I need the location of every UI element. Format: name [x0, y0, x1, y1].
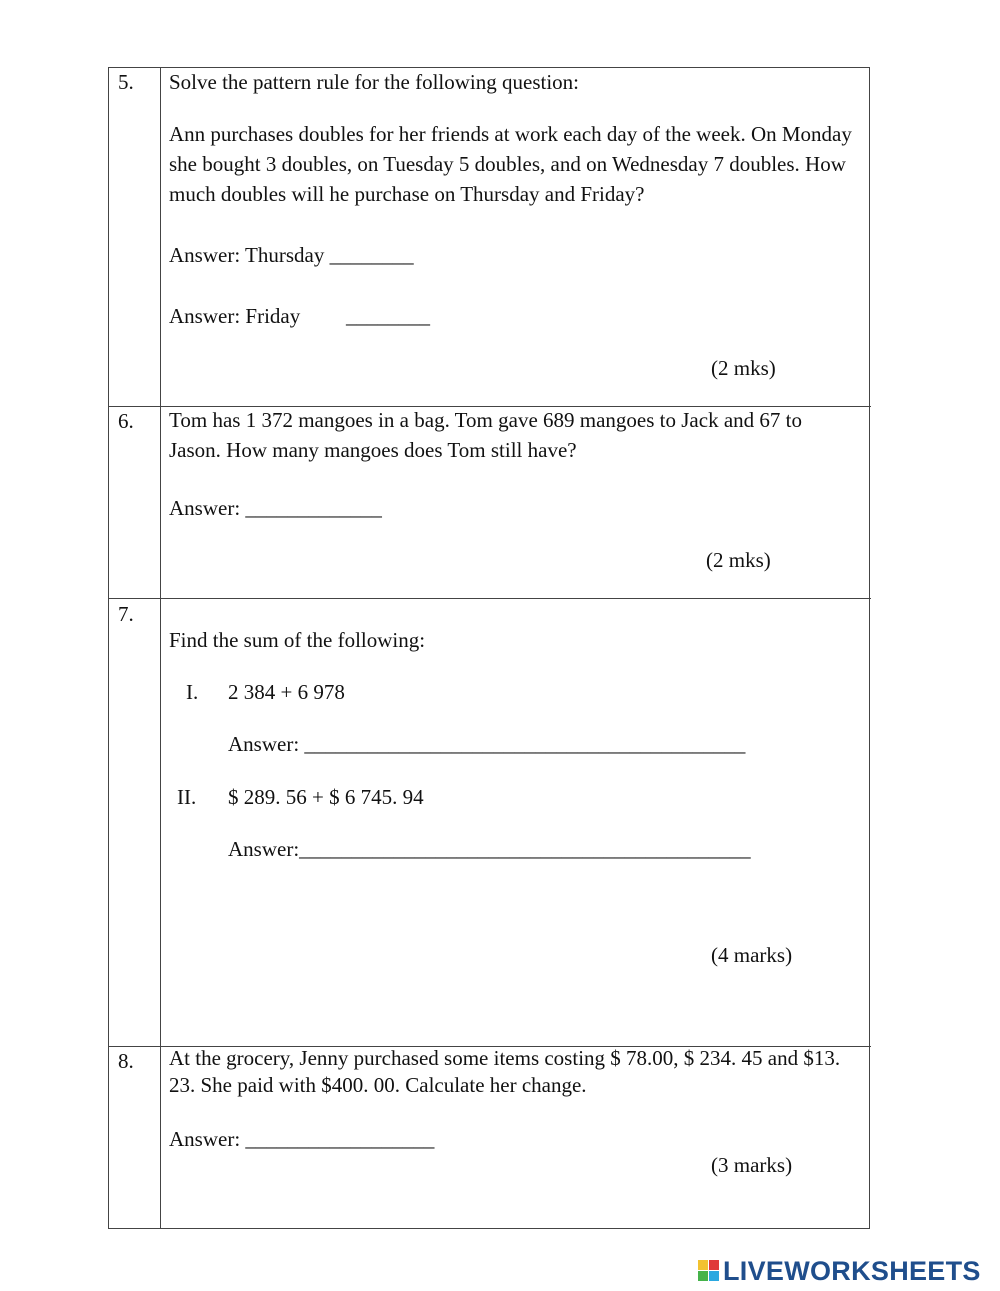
part-expression: $ 289. 56 + $ 6 745. 94: [228, 785, 424, 809]
question-intro: Find the sum of the following:: [169, 628, 426, 652]
part-expression: 2 384 + 6 978: [228, 680, 345, 704]
question-number: 8.: [118, 1049, 134, 1073]
question-number: 5.: [118, 70, 134, 94]
question-text: At the grocery, Jenny purchased some items costing $ 78.00, $ 234. 45 and $13. 23. She paid with $400. 00. Calculate her change.: [169, 1046, 841, 1097]
question-intro: Solve the pattern rule for the following question:: [169, 70, 579, 94]
logo-squares-icon: [698, 1260, 720, 1282]
answer-blank[interactable]: Answer: __________________: [169, 1127, 435, 1151]
part-numeral: I.: [186, 680, 199, 704]
part-numeral: II.: [177, 785, 197, 809]
part-answer-blank[interactable]: Answer:___________________________________________: [228, 837, 751, 861]
brand-name: LIVEWORKSHEETS: [723, 1255, 981, 1286]
question-text: Tom has 1 372 mangoes in a bag. Tom gave 689 mangoes to Jack and 67 to Jason. How many mangoes does Tom still have?: [169, 408, 802, 462]
marks-label: (3 marks): [711, 1153, 793, 1177]
liveworksheets-logo: [698, 1255, 981, 1287]
question-number: 6.: [118, 409, 134, 433]
question-number: 7.: [118, 602, 134, 626]
marks-label: (4 marks): [711, 943, 793, 967]
answer-thursday-blank[interactable]: Answer: Thursday ________: [169, 243, 414, 267]
marks-label: (2 mks): [711, 356, 776, 380]
question-text: Ann purchases doubles for her friends at work each day of the week. On Monday she bought 3 doubles, on Tuesday 5 doubles, and on Wednesday 7 doubles. How much doubles will he purchase on Thursday and Friday?: [169, 122, 852, 206]
row-divider: [108, 598, 871, 599]
marks-label: (2 mks): [706, 548, 771, 572]
answer-friday-blank[interactable]: ________: [346, 304, 430, 328]
number-column-divider: [160, 67, 161, 1229]
answer-friday-label: Answer: Friday: [169, 304, 301, 328]
answer-blank[interactable]: Answer: _____________: [169, 496, 382, 520]
part-answer-blank[interactable]: Answer: __________________________________________: [228, 732, 746, 756]
